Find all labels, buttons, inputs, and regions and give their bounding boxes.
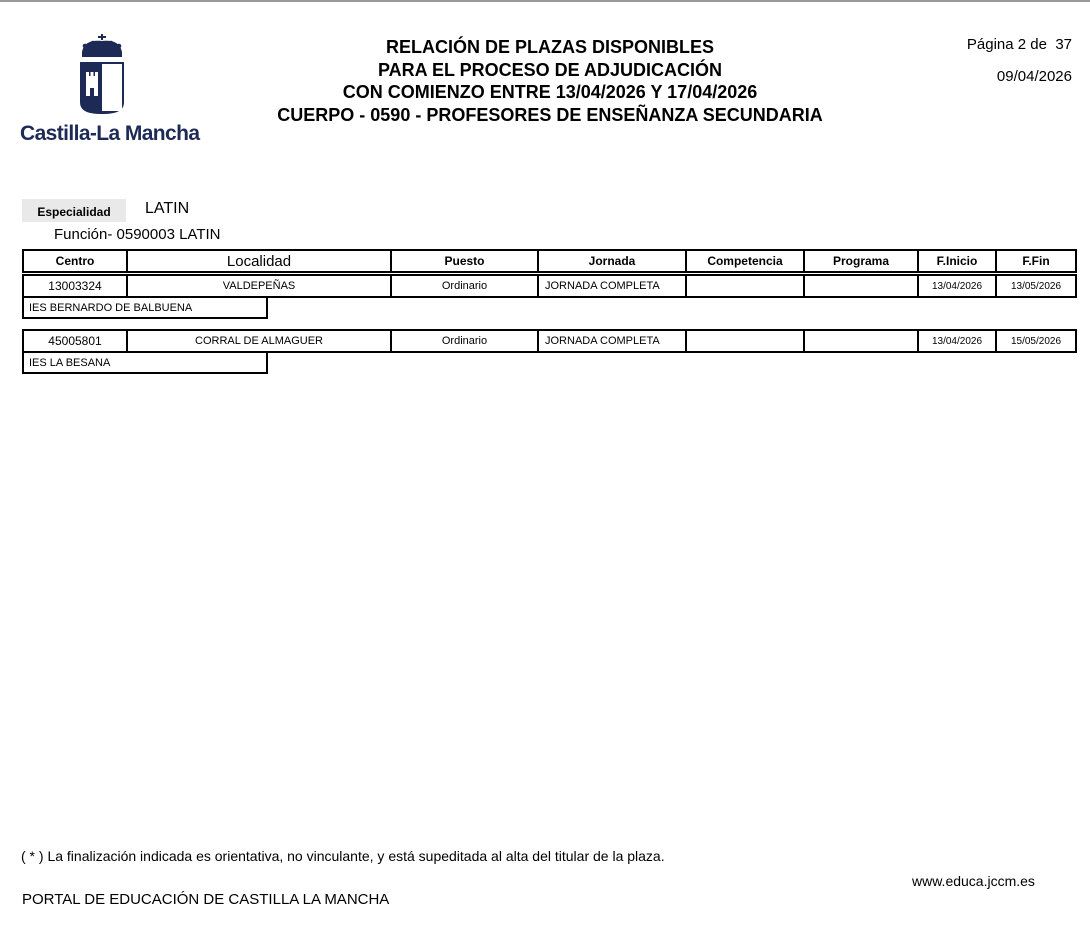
report-date: 09/04/2026 [996, 68, 1072, 85]
castle-crest-icon [18, 32, 190, 122]
page-total: 37 [1055, 36, 1072, 53]
table-row [22, 329, 1077, 353]
page-info [967, 36, 1072, 86]
column-header-f-inicio: F.Inicio [918, 250, 996, 272]
cell-programa [804, 275, 918, 297]
cell-programa [804, 330, 918, 352]
castilla-la-mancha-logo [18, 32, 200, 147]
cell-puesto: Ordinario [391, 275, 538, 297]
page-label: Página 2 de [966, 36, 1047, 53]
title-line-3: CON COMIENZO ENTRE 13/04/2026 Y 17/04/2026 [342, 82, 758, 102]
title-line-2: PARA EL PROCESO DE ADJUDICACIÓN [377, 59, 723, 80]
column-header-programa: Programa [804, 250, 918, 272]
table-row [22, 274, 1077, 298]
specialty-value: LATIN [145, 200, 190, 217]
column-header-localidad: Localidad [127, 250, 391, 272]
column-header-jornada: Jornada [538, 250, 686, 272]
top-rule [0, 0, 1090, 2]
column-header-centro: Centro [23, 250, 127, 272]
cell-localidad: VALDEPEÑAS [127, 275, 391, 297]
cell-competencia [686, 275, 804, 297]
website-link[interactable]: www.educa.jccm.es [912, 873, 1035, 889]
school-name: IES BERNARDO DE BALBUENA [22, 298, 268, 319]
specialty-label: Especialidad [22, 199, 126, 222]
title-line-1: RELACIÓN DE PLAZAS DISPONIBLES [385, 37, 715, 57]
school-name: IES LA BESANA [22, 353, 268, 374]
table-header [22, 249, 1077, 273]
column-header-puesto: Puesto [391, 250, 538, 272]
cell-puesto: Ordinario [391, 330, 538, 352]
funcion-line: Función- 0590003 LATIN [54, 226, 221, 243]
document-title [230, 36, 870, 126]
cell-jornada: JORNADA COMPLETA [538, 330, 686, 352]
cell-f-inicio: 13/04/2026 [918, 330, 996, 352]
title-line-4: CUERPO - 0590 - PROFESORES DE ENSEÑANZA SECUNDARIA [277, 104, 823, 125]
cell-f-fin: 15/05/2026 [996, 330, 1076, 352]
footnote: ( * ) La finalización indicada es orientativa, no vinculante, y está supeditada al alta del titular de la plaza. [21, 848, 665, 864]
cell-centro: 45005801 [23, 330, 127, 352]
portal-name: PORTAL DE EDUCACIÓN DE CASTILLA LA MANCHA [22, 891, 390, 908]
column-header-f-fin: F.Fin [996, 250, 1076, 272]
cell-localidad: CORRAL DE ALMAGUER [127, 330, 391, 352]
cell-f-inicio: 13/04/2026 [918, 275, 996, 297]
logo-text: Castilla-La Mancha [20, 122, 200, 145]
cell-f-fin: 13/05/2026 [996, 275, 1076, 297]
cell-centro: 13003324 [23, 275, 127, 297]
column-header-competencia: Competencia [686, 250, 804, 272]
cell-jornada: JORNADA COMPLETA [538, 275, 686, 297]
cell-competencia [686, 330, 804, 352]
